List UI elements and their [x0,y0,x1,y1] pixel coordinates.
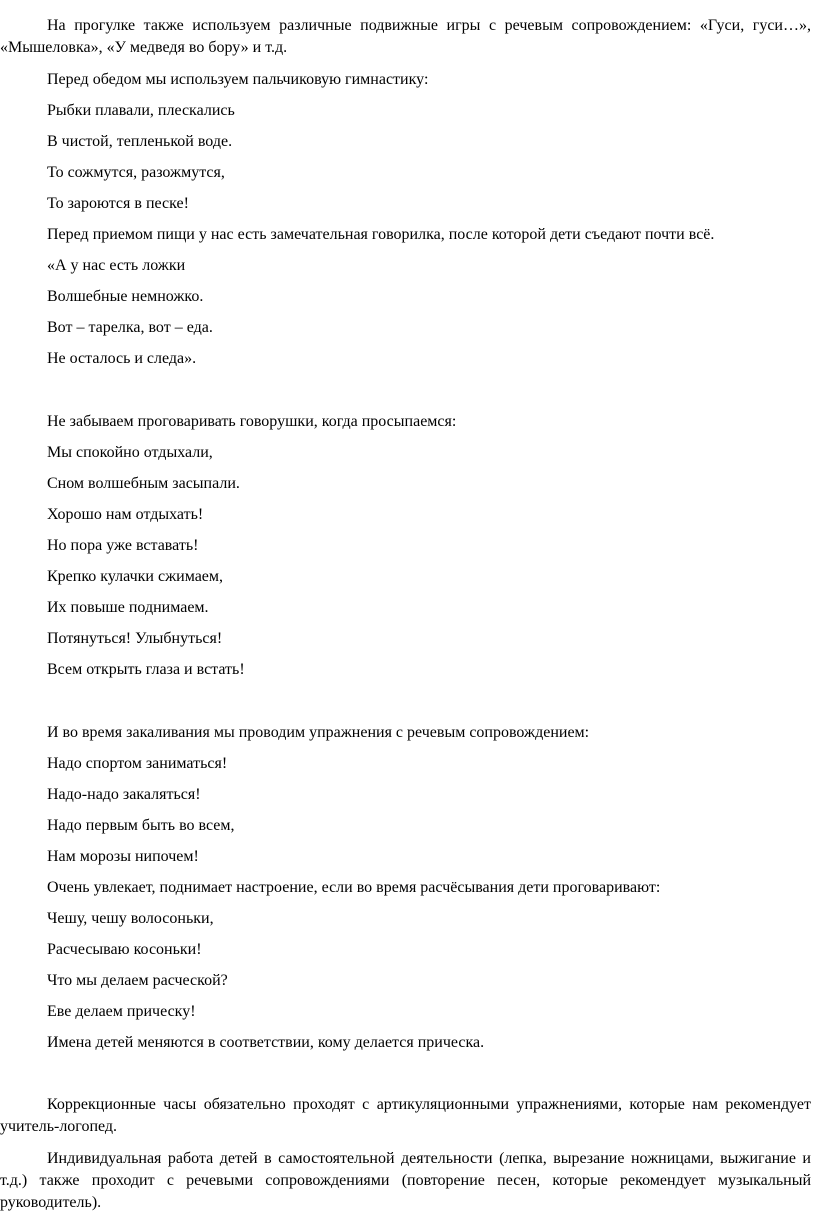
wake-poem-line-5: Крепко кулачки сжимаем, [47,568,224,585]
sport-poem-line-4: Нам морозы нипочем! [47,848,199,865]
correction-paragraph: Коррекционные часы обязательно проходят с артикуляционными упражнениями, которые нам рекомендует учитель-логопед. [0,1096,811,1135]
sport-poem-line-3: Надо первым быть во всем, [47,817,235,834]
sport-poem-line-2: Надо-надо закаляться! [47,786,201,803]
individual-work-paragraph: Индивидуальная работа детей в самостоятельной деятельности (лепка, вырезание ножницами, выжигание и т.д.) также проходит с речевыми сопровождениями (повторение песен, которые рекомендует музыкальный руководитель). [0,1150,811,1211]
spoons-poem-line-2: Волшебные немножко. [47,288,204,305]
hair-poem-line-1: Чешу, чешу волосоньки, [47,910,214,927]
combing-intro: Очень увлекает, поднимает настроение, если во время расчёсывания дети проговаривают: [47,879,661,896]
hair-poem-line-3: Что мы делаем расческой? [47,972,228,989]
spoons-poem-line-4: Не осталось и следа». [47,350,197,367]
sport-poem-line-1: Надо спортом заниматься! [47,755,228,772]
fish-poem-line-4: То зароются в песке! [47,195,189,212]
spoons-poem-line-1: «А у нас есть ложки [47,257,186,274]
wake-poem-line-2: Сном волшебным засыпали. [47,475,240,492]
wake-poem-line-8: Всем открыть глаза и встать! [47,661,245,678]
fish-poem-line-2: В чистой, тепленькой воде. [47,133,233,150]
hair-poem-line-4: Еве делаем прическу! [47,1003,196,1020]
names-note: Имена детей меняются в соответствии, кому делается прическа. [47,1034,485,1051]
fish-poem-line-1: Рыбки плавали, плескались [47,102,235,119]
intro-paragraph: На прогулке также используем различные подвижные игры с речевым сопровождением: «Гуси, гуси…», «Мышеловка», «У медведя во бору» и т.д. [0,17,811,56]
wake-poem-line-1: Мы спокойно отдыхали, [47,444,213,461]
wake-poem-line-7: Потянуться! Улыбнуться! [47,630,223,647]
meal-intro: Перед приемом пищи у нас есть замечательная говорилка, после которой дети съедают почти всё. [47,226,715,243]
gymnastics-intro: Перед обедом мы используем пальчиковую гимнастику: [47,71,429,88]
fish-poem-line-3: То сожмутся, разожмутся, [47,164,225,181]
wake-poem-line-4: Но пора уже вставать! [47,537,199,554]
wake-poem-line-3: Хорошо нам отдыхать! [47,506,204,523]
wake-poem-line-6: Их повыше поднимаем. [47,599,209,616]
spoons-poem-line-3: Вот – тарелка, вот – еда. [47,319,213,336]
wake-intro: Не забываем проговаривать говорушки, когда просыпаемся: [47,413,457,430]
hair-poem-line-2: Расчесываю косоньки! [47,941,202,958]
hardening-intro: И во время закаливания мы проводим упражнения с речевым сопровождением: [47,724,590,741]
